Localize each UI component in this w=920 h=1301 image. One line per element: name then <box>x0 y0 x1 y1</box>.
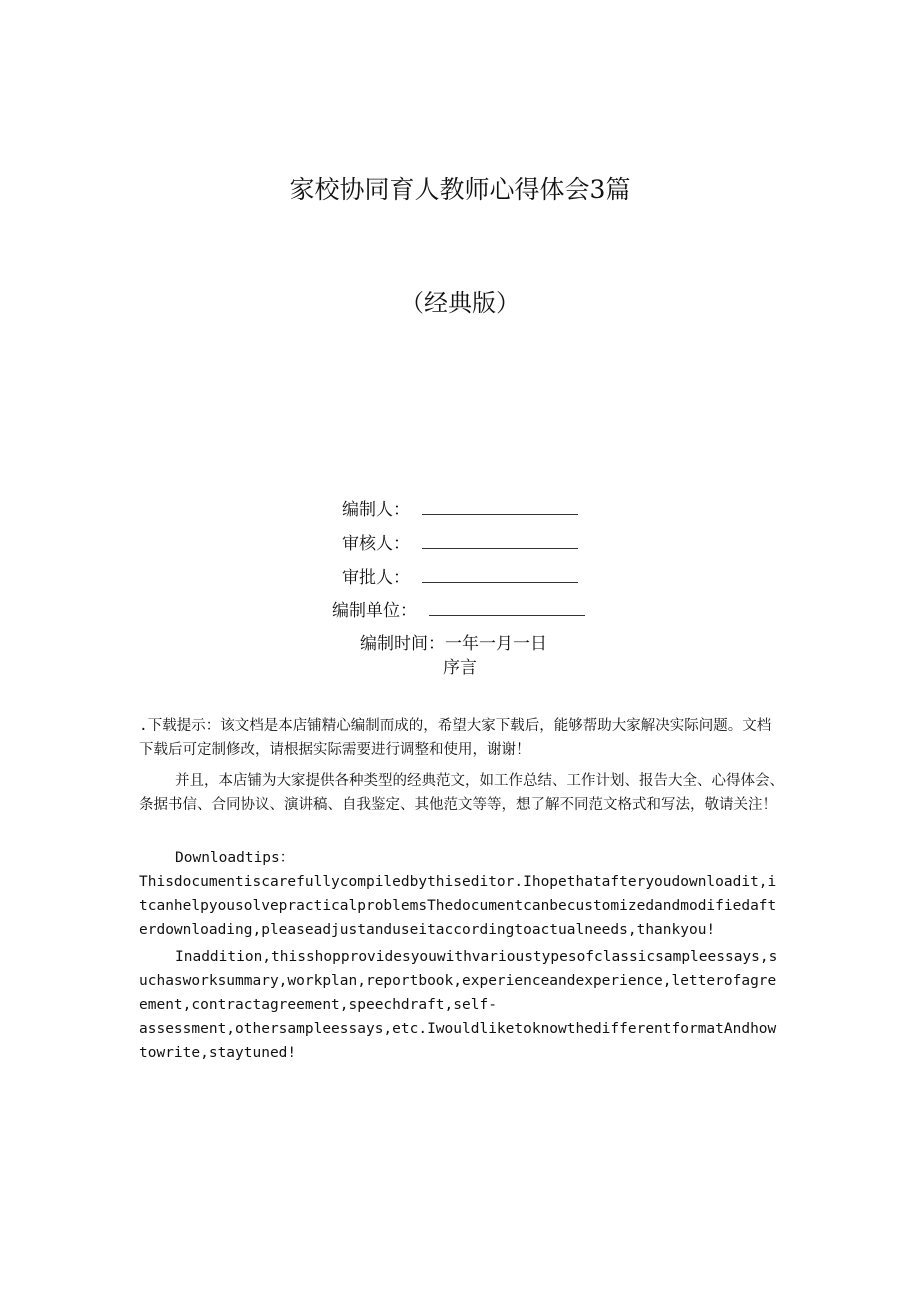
time-label: 编制时间：一年一月一日 <box>360 634 547 654</box>
reviewer-blank-line <box>422 534 578 549</box>
download-tip-paragraph: .下载提示：该文档是本店铺精心编制而成的，希望大家下载后，能够帮助大家解决实际问题。文档下载后可定制修改，请根据实际需要进行调整和使用，谢谢！ <box>139 718 772 758</box>
preface-heading: 序言 <box>443 658 477 678</box>
compiler-blank-line <box>422 500 578 515</box>
approver-label: 审批人： <box>342 568 410 588</box>
english-tips-heading: Downloadtips： <box>175 850 295 866</box>
english-tips-body: Thisdocumentiscarefullycompiledbythiseditor.Ihopethatafteryoudownloadit,itcanhelpyousolvepracticalproblemsThedocumentcanbecustomizedandmodifiedafterdownloading,pleaseadjustanduseitaccordingtoactualneeds,thankyou! <box>139 874 777 938</box>
unit-label: 编制单位： <box>332 601 417 621</box>
reviewer-label: 审核人： <box>342 534 410 554</box>
compiler-field <box>342 495 578 520</box>
english-addition-part-2: assessment,othersampleessays,etc.IwouldliketoknowthedifferentformatAndhowtowrite,staytuned! <box>139 1021 777 1061</box>
sample-essays-paragraph: 并且，本店铺为大家提供各种类型的经典范文，如工作总结、工作计划、报告大全、心得体会、条据书信、合同协议、演讲稿、自我鉴定、其他范文等等，想了解不同范文格式和写法，敬请关注！ <box>139 773 784 813</box>
document-title: 家校协同育人教师心得体会3篇 <box>289 175 631 204</box>
unit-field <box>332 596 585 621</box>
english-tips-paragraph <box>139 846 784 942</box>
approver-blank-line <box>422 568 578 583</box>
english-addition-part-1: Inaddition,thisshopprovidesyouwithvarioustypesofclassicsampleessays,suchasworksummary,workplan,reportbook,experienceandexperience,letterofagreement,contractagreement,speechdraft,self- <box>139 949 778 1013</box>
document-subtitle: （经典版） <box>400 289 520 317</box>
english-addition-paragraph <box>139 945 784 1065</box>
unit-blank-line <box>429 601 585 616</box>
compiler-label: 编制人： <box>342 500 410 520</box>
approver-field <box>342 563 578 588</box>
time-field <box>360 629 547 654</box>
reviewer-field <box>342 529 578 554</box>
